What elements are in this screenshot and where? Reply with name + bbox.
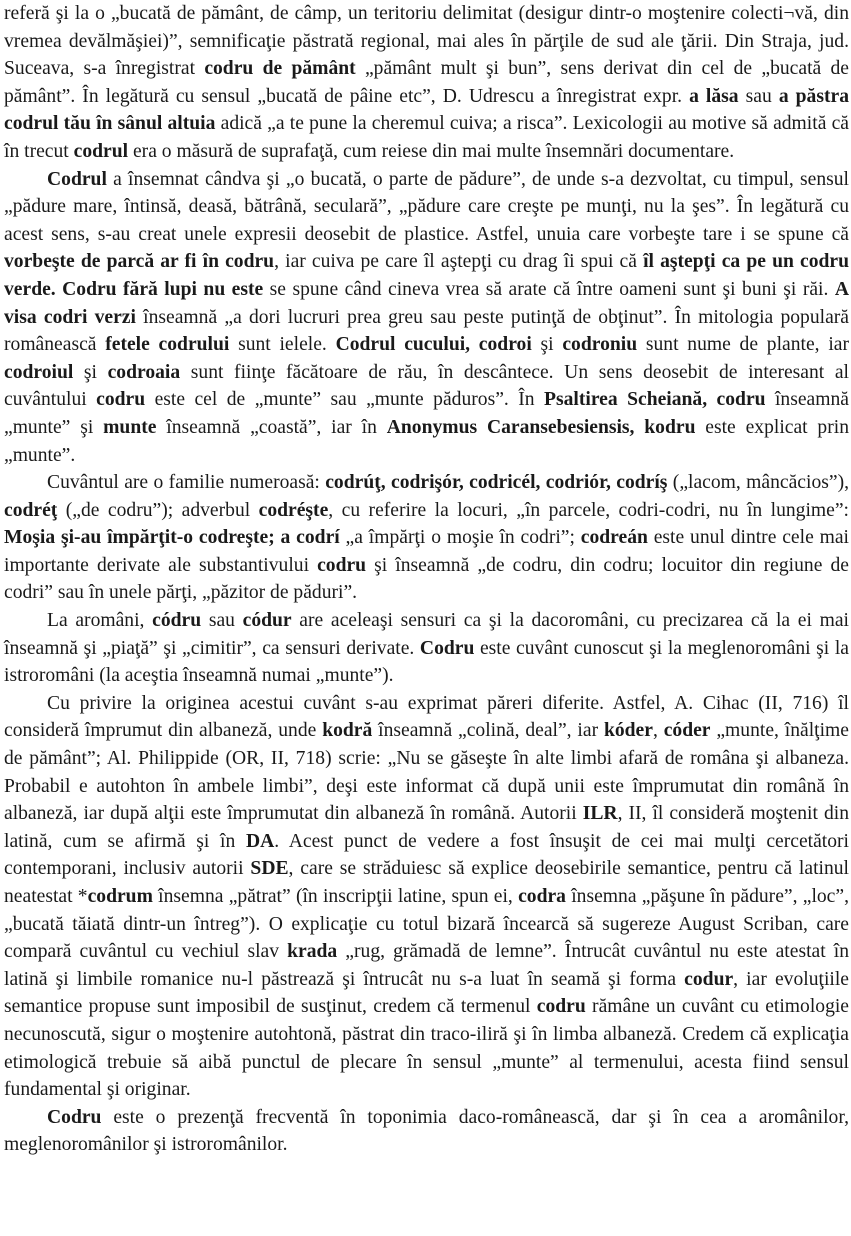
bold-term: codru xyxy=(536,996,586,1018)
text-run: , xyxy=(652,720,664,742)
bold-term: fetele codrului xyxy=(105,334,230,356)
bold-term: SDE xyxy=(250,858,289,880)
text-run: este o prezenţă frecventă în toponimia daco-românească, dar şi în cea a aromânilor, meglenoromânilor şi istroromânilor. xyxy=(4,1106,849,1156)
bold-term: Codrul xyxy=(47,168,107,190)
bold-term: codru de pământ xyxy=(204,58,356,80)
paragraph-1 xyxy=(4,0,849,166)
bold-term: códur xyxy=(242,610,292,632)
bold-term: ILR xyxy=(582,803,618,825)
text-run: , care se străduiesc să explice deosebirile semantice, pentru că latinul neatestat * xyxy=(4,858,849,907)
bold-term: A visa codri verzi xyxy=(4,278,849,328)
text-run: , II, îl consideră moştenit din latină, cum se afirmă şi în xyxy=(4,803,849,852)
bold-term: Anonymus Caransebesiensis, kodru xyxy=(386,416,696,438)
text-run: adică „a te pune la cheremul cuiva; a risca”. Lexicologii au motive să admită că în trecut xyxy=(4,113,849,162)
bold-term: kodră xyxy=(322,720,373,742)
bold-term: codru xyxy=(317,554,367,576)
bold-term: codur xyxy=(684,968,734,990)
text-run: înseamnă „colină, deal”, iar xyxy=(372,720,604,742)
text-run: înseamnă „coastă”, iar în xyxy=(156,416,387,438)
bold-term: codreán xyxy=(580,527,648,549)
text-run: , cu referire la locuri, „în parcele, codri-codri, nu în lungime”: xyxy=(328,499,849,521)
text-run: sunt nume de plante, iar xyxy=(637,334,849,356)
bold-term: a lăsa xyxy=(689,85,739,107)
bold-term: codrum xyxy=(87,886,153,907)
text-run: se spune când cineva vrea să arate că între oameni sunt şi buni şi răi. xyxy=(263,278,835,300)
paragraph-6 xyxy=(4,1104,849,1159)
bold-term: îl aştepţi ca pe un codru verde. Codru fără lupi nu este xyxy=(4,251,850,300)
text-run: , iar evoluţiile semantice propuse sunt imposibil de susţinut, credem că termenul xyxy=(4,968,849,1018)
text-run: sau xyxy=(201,610,243,632)
paragraph-5 xyxy=(4,690,849,1104)
bold-term: kóder xyxy=(603,720,653,742)
bold-term: codréşte xyxy=(258,499,329,521)
bold-term: Psaltirea Scheiană, codru xyxy=(544,389,766,411)
text-run: sunt ielele. xyxy=(229,334,336,356)
text-run: rămâne un cuvânt cu etimologie necunoscută, sigur o moştenire autohtonă, păstrat din traco-iliră şi în limba albaneză. Credem că explicaţia etimologică trebuie să aibă punctul de plecare în sensul „munte” al termenului, acesta fiind sensul fundamental şi originar. xyxy=(4,996,850,1101)
text-run: înseamnă „munte” şi xyxy=(4,389,849,438)
text-run: referă şi la o „bucată de pământ, de câmp, un teritoriu delimitat (desigur dintr-o moştenire colecti¬vă, din vremea devălmăşiei)”, semnificaţie păstrată regional, mai ales în părţile de sud ale ţării. Din Straja, jud. Suceava, s-a înregistrat xyxy=(4,3,849,80)
text-run: sunt fiinţe făcătoare de rău, în descântece. Un sens deosebit de interesant al cuvântului xyxy=(4,361,849,411)
text-run: şi xyxy=(73,361,108,383)
bold-term: Codru xyxy=(419,637,475,659)
bold-term: codréţ xyxy=(4,499,58,521)
text-run: sau xyxy=(738,85,779,107)
text-run: are aceleaşi sensuri ca şi la dacoromâni, cu precizarea că la ei mai înseamnă şi „piaţă” şi „cimitir”, ca sensuri derivate. xyxy=(4,610,849,659)
bold-term: vorbeşte de parcă ar fi în codru xyxy=(4,251,275,273)
text-run: („de codru”); adverbul xyxy=(57,499,259,521)
text-run: „pământ mult şi bun”, sens derivat din cel de „bucată de pământ”. În legătură cu sensul „bucată de pâine etc”, D. Udrescu a înregistrat expr. xyxy=(4,58,849,107)
text-run: . Acest punct de vedere a fost însuşit de cei mai mulţi cercetători contemporani, inclusiv autorii xyxy=(4,830,849,880)
text-run: Cuvântul are o familie numeroasă: xyxy=(47,472,326,494)
text-run: însemna „pătrat” (în inscripţii latine, spun ei, xyxy=(152,886,519,907)
text-run: înseamnă „a dori lucruri prea greu sau peste putinţă de obţinut”. În mitologia populară românească xyxy=(4,306,849,356)
bold-term: Codru xyxy=(47,1106,102,1128)
text-run: („lacom, mâncăcios”), xyxy=(667,472,849,494)
paragraph-4 xyxy=(4,607,849,690)
bold-term: krada xyxy=(287,941,338,963)
text-run: „rug, grămadă de lemne”. Întrucât cuvântul nu este atestat în latină şi limbile romanice nu-l păstrează şi întrucât nu s-a luat în seamă şi forma xyxy=(4,941,849,990)
bold-term: codroniu xyxy=(562,334,638,356)
text-run: „munte, înălţime de pământ”; Al. Philippide (OR, II, 718) scrie: „Nu se găseşte în alte limbi afară de româna şi albaneza. Probabil e autohton în ambele limbi”, deşi este informat că după unii este împrumutat din română în albaneză, iar după alţii este împrumutat din albaneză în română. Autorii xyxy=(4,720,849,825)
bold-term: códer xyxy=(663,720,711,742)
bold-term: Codrul cucului, codroi xyxy=(335,334,532,356)
text-run: , iar cuiva pe care îl aştepţi cu drag îi spui că xyxy=(274,251,644,273)
bold-term: codroaia xyxy=(107,361,181,383)
bold-term: códru xyxy=(152,610,202,632)
bold-term: DA xyxy=(245,830,275,852)
bold-term: codrul xyxy=(73,140,129,162)
text-run: şi xyxy=(531,334,563,356)
bold-term: munte xyxy=(103,416,157,438)
text-run: şi înseamnă „de codru, din codru; locuitor din regiune de codri” sau în unele părţi, „păzitor de păduri”. xyxy=(4,554,849,604)
bold-term: codra xyxy=(518,886,566,907)
paragraph-3 xyxy=(4,469,849,607)
text-run: „a împărţi o moşie în codri”; xyxy=(339,527,581,549)
text-run: însemna „păşune în pădure”, „loc”, „bucată tăiată dintr-un întreg”). O explicaţie cu totul bizară încearcă să sugereze August Scriban, care compară cuvântul cu vechiul slav xyxy=(4,886,849,963)
bold-term: a păstra codrul tău în sânul altuia xyxy=(4,85,849,135)
bold-term: codru xyxy=(96,389,146,411)
text-run: este cel de „munte” sau „munte păduros”. În xyxy=(145,389,545,411)
text-run: era o măsură de suprafaţă, cum reiese din mai multe însemnări documentare. xyxy=(128,140,735,162)
bold-term: codroiul xyxy=(4,361,74,383)
text-run: este explicat prin „munte”. xyxy=(4,416,849,466)
text-run: este unul dintre cele mai importante derivate ale substantivului xyxy=(4,527,849,576)
bold-term: Moşia şi-au împărţit-o codreşte; a codrí xyxy=(4,527,340,549)
text-run: este cuvânt cunoscut şi la meglenoromâni şi la istroromâni (la aceştia înseamnă numai „munte”). xyxy=(4,637,849,687)
text-run: Cu privire la originea acestui cuvânt s-au exprimat păreri diferite. Astfel, A. Cihac (II, 716) îl consideră împrumut din albaneză, unde xyxy=(4,692,849,742)
text-run: La aromâni, xyxy=(47,610,153,632)
paragraph-2 xyxy=(4,166,849,470)
bold-term: codrúţ, codrişór, codricél, codriór, codríş xyxy=(325,472,668,494)
text-run: a însemnat cândva şi „o bucată, o parte de pădure”, de unde s-a dezvoltat, cu timpul, sensul „pădure mare, întinsă, deasă, bătrână, seculară”, „pădure care creşte pe munţi, nu la şes”. În legătură cu acest sens, s-au creat unele expresii deosebit de plastice. Astfel, unuia care vorbeşte tare i se spune că xyxy=(4,168,849,245)
